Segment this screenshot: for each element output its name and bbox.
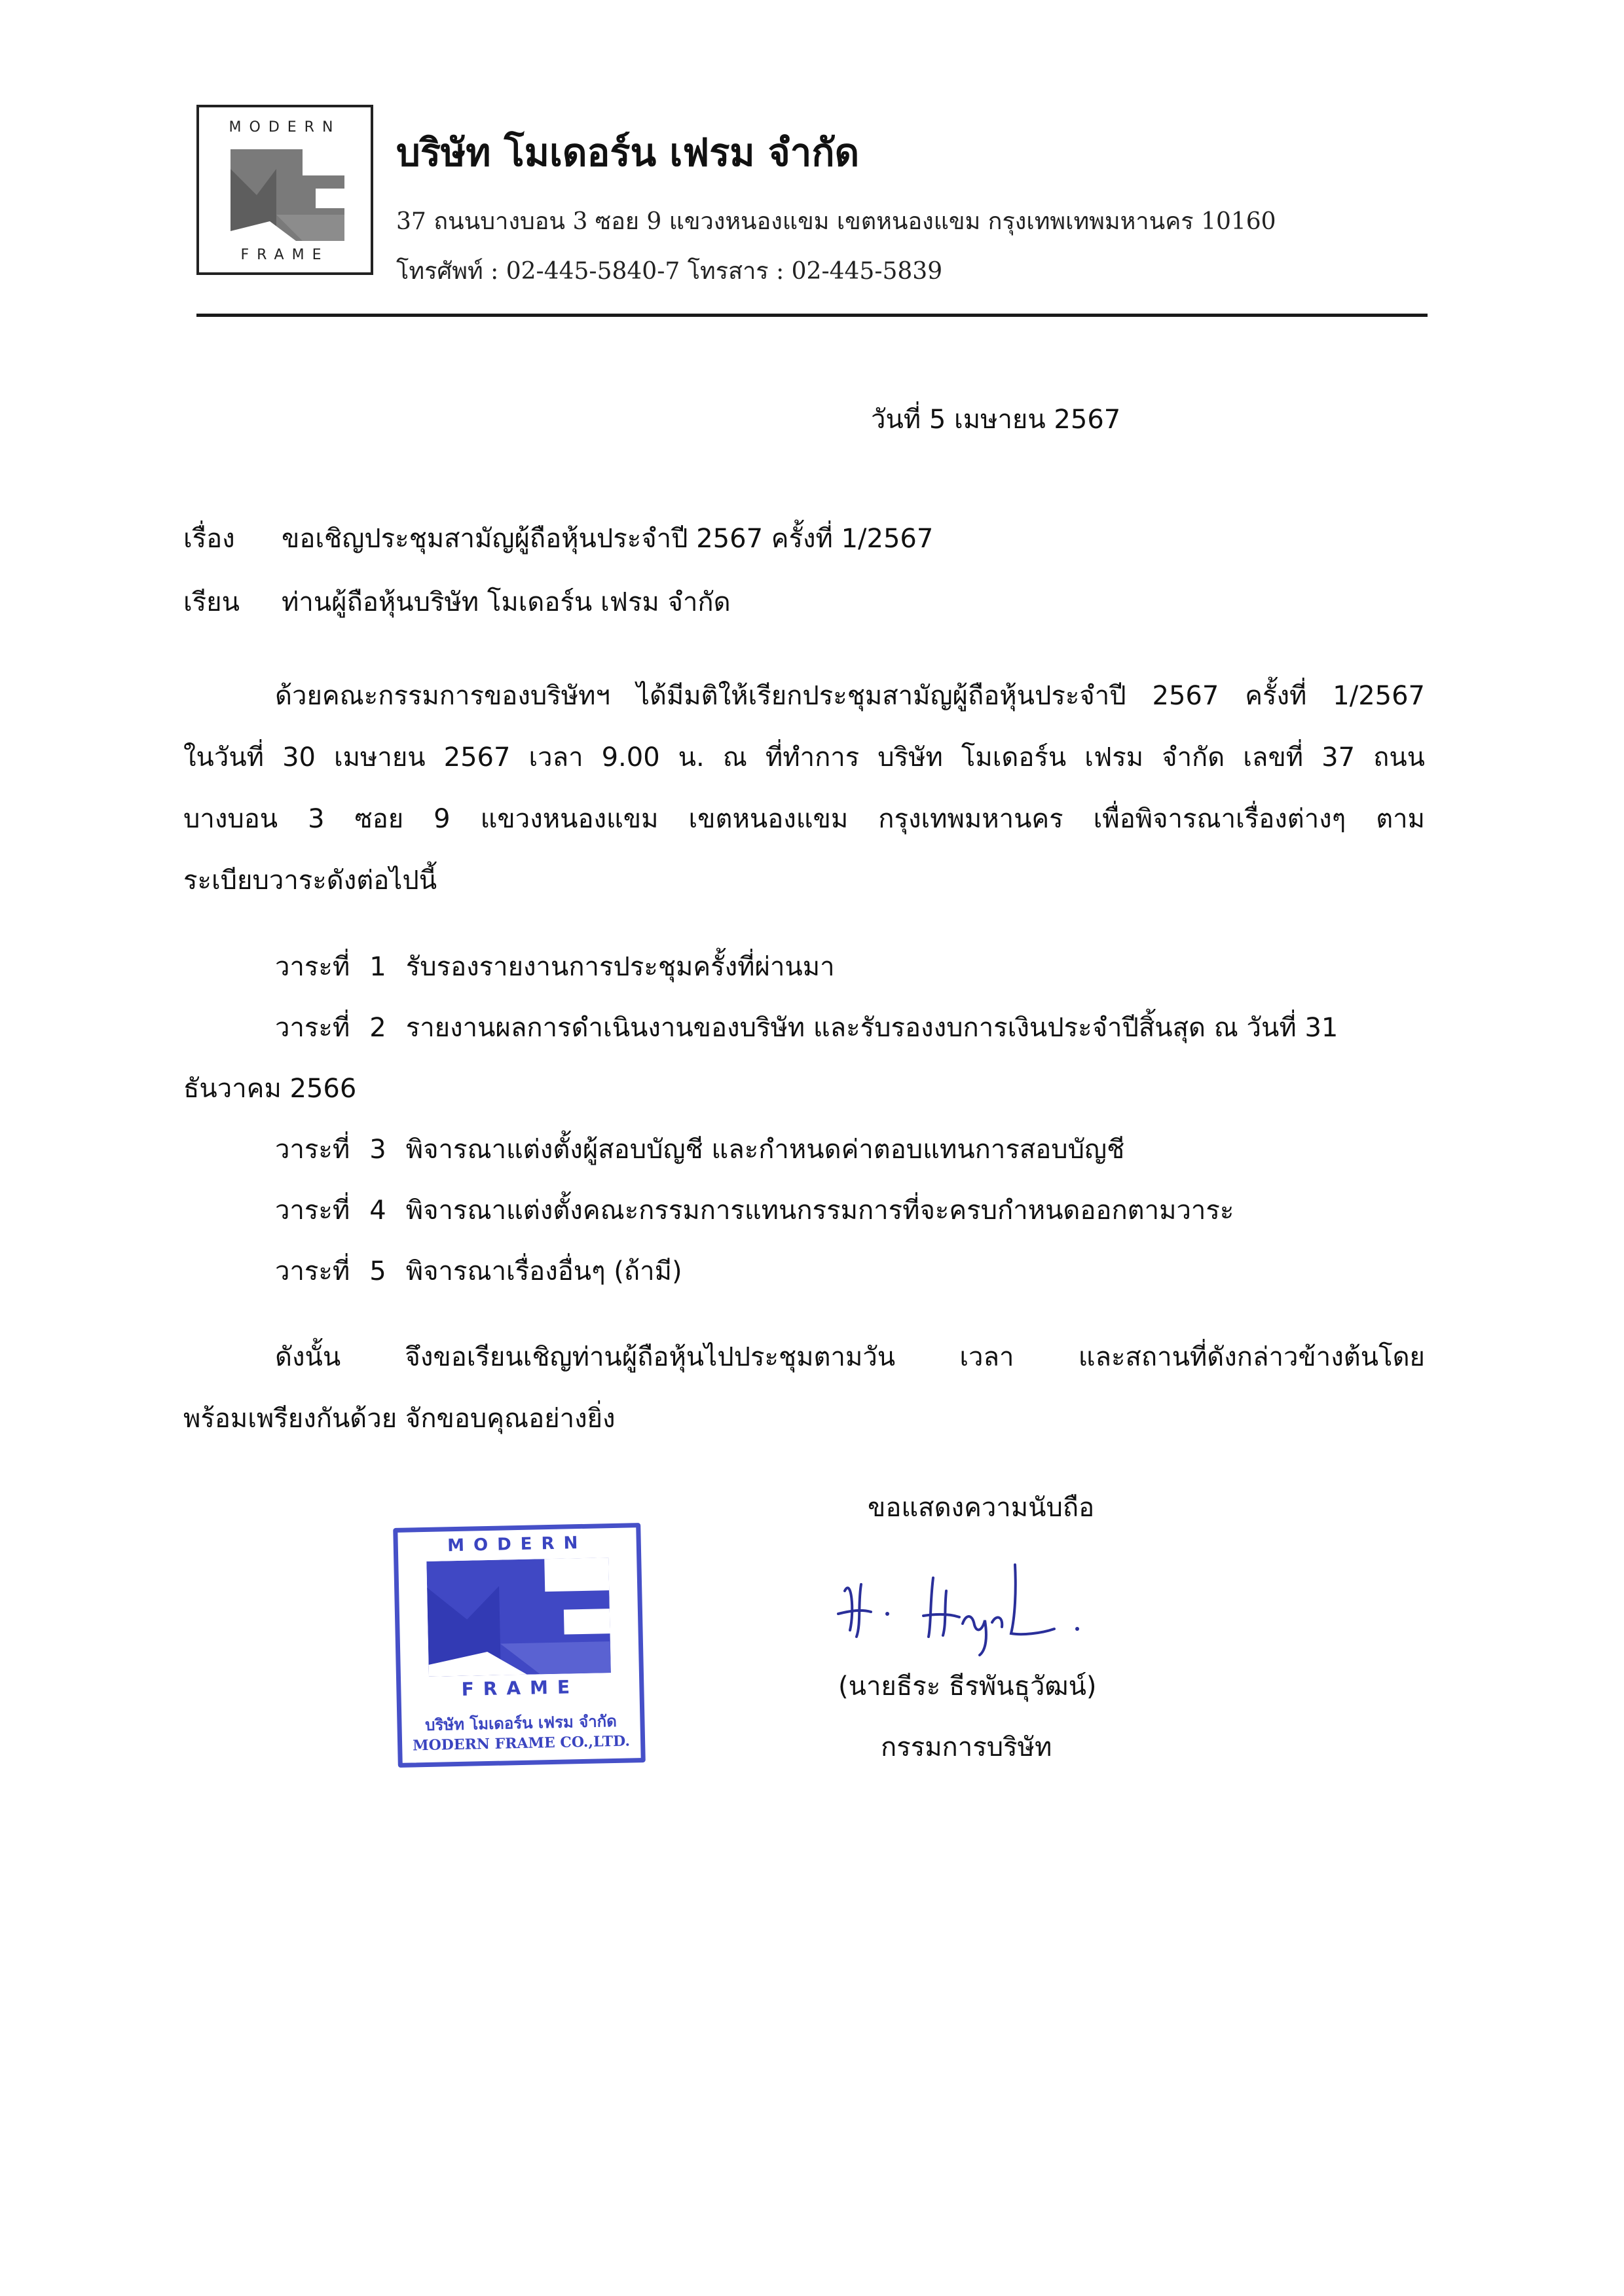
logo-text-bottom: FRAME: [240, 247, 329, 263]
agenda-label: วาระที่: [275, 1135, 350, 1165]
company-logo: [196, 105, 373, 275]
subject-label: เรื่อง: [183, 524, 235, 554]
agenda-number: 3: [369, 1135, 386, 1165]
signer-title: กรรมการบริษัท: [881, 1732, 1052, 1762]
agenda-label: วาระที่: [275, 1256, 350, 1286]
conclusion-line: พร้อมเพรียงกันด้วย จักขอบคุณอย่างยิ่ง: [183, 1404, 616, 1434]
agenda-item-2: [275, 1006, 1425, 1048]
intro-line: บางบอน 3 ซอย 9 แขวงหนองแขม เขตหนองแขม กรุงเทพมหานคร เพื่อพิจารณาเรื่องต่างๆ ตาม: [183, 804, 1425, 834]
agenda-item-1: [275, 945, 835, 987]
agenda-text: พิจารณาเรื่องอื่นๆ (ถ้ามี): [405, 1256, 682, 1286]
letter-date: วันที่ 5 เมษายน 2567: [871, 405, 1121, 435]
stamp-text-thai: บริษัท โมเดอร์น เฟรม จำกัด: [424, 1711, 618, 1735]
stamp-logo-icon: [426, 1558, 611, 1677]
conclusion-line: ดังนั้น จึงขอเรียนเชิญท่านผู้ถือหุ้นไปประชุมตามวัน เวลา และสถานที่ดังกล่าวข้างต้นโดย: [275, 1342, 1425, 1372]
agenda-number: 1: [369, 952, 386, 982]
company-name: บริษัท โมเดอร์น เฟรม จำกัด: [396, 130, 860, 175]
signer-name: (นายธีระ ธีรพันธุวัฒน์): [838, 1671, 1097, 1702]
mf-logo-icon: [231, 149, 344, 241]
agenda-label: วาระที่: [275, 952, 350, 982]
agenda-text: รายงานผลการดำเนินงานของบริษัท และรับรองงบการเงินประจำปีสิ้นสุด ณ วันที่ 31: [405, 1013, 1338, 1043]
subject-text: ขอเชิญประชุมสามัญผู้ถือหุ้นประจำปี 2567 ครั้งที่ 1/2567: [282, 524, 934, 554]
recipient-text: ท่านผู้ถือหุ้นบริษัท โมเดอร์น เฟรม จำกัด: [282, 587, 731, 617]
agenda-text: พิจารณาแต่งตั้งผู้สอบบัญชี และกำหนดค่าตอบแทนการสอบบัญชี: [405, 1135, 1125, 1165]
agenda-number: 5: [369, 1256, 386, 1286]
intro-line: ด้วยคณะกรรมการของบริษัทฯ ได้มีมติให้เรียกประชุมสามัญผู้ถือหุ้นประจำปี 2567 ครั้งที่ 1/2567: [275, 681, 1425, 711]
agenda-item-3: [275, 1128, 1124, 1170]
stamp-text-english: MODERN FRAME CO.,LTD.: [412, 1732, 631, 1755]
company-address: 37 ถนนบางบอน 3 ซอย 9 แขวงหนองแขม เขตหนองแขม กรุงเทพเทพมหานคร 10160: [396, 208, 1276, 235]
company-contact: โทรศัพท์ : 02-445-5840-7 โทรสาร : 02-445-5839: [396, 258, 943, 285]
stamp-text-top: MODERN: [447, 1533, 587, 1556]
logo-text-top: MODERN: [229, 119, 341, 136]
agenda-item-4: [275, 1189, 1234, 1231]
agenda-item-2-continuation: ธันวาคม 2566: [183, 1074, 357, 1104]
intro-line: ในวันที่ 30 เมษายน 2567 เวลา 9.00 น. ณ ที่ทำการ บริษัท โมเดอร์น เฟรม จำกัด เลขที่ 37 ถนน: [183, 742, 1426, 773]
signature-icon: [825, 1552, 1100, 1656]
agenda-number: 4: [369, 1195, 386, 1226]
agenda-text: รับรองรายงานการประชุมครั้งที่ผ่านมา: [405, 952, 835, 982]
stamp-text-middle: FRAME: [461, 1676, 580, 1700]
agenda-text: พิจารณาแต่งตั้งคณะกรรมการแทนกรรมการที่จะครบกำหนดออกตามวาระ: [405, 1195, 1234, 1226]
agenda-item-5: [275, 1250, 682, 1292]
company-stamp: [393, 1523, 646, 1768]
letterhead-divider: [196, 314, 1428, 317]
agenda-label: วาระที่: [275, 1013, 350, 1043]
recipient-label: เรียน: [183, 587, 240, 617]
agenda-label: วาระที่: [275, 1195, 350, 1226]
agenda-number: 2: [369, 1013, 386, 1043]
intro-line: ระเบียบวาระดังต่อไปนี้: [183, 866, 437, 896]
closing-text: ขอแสดงความนับถือ: [868, 1493, 1095, 1523]
